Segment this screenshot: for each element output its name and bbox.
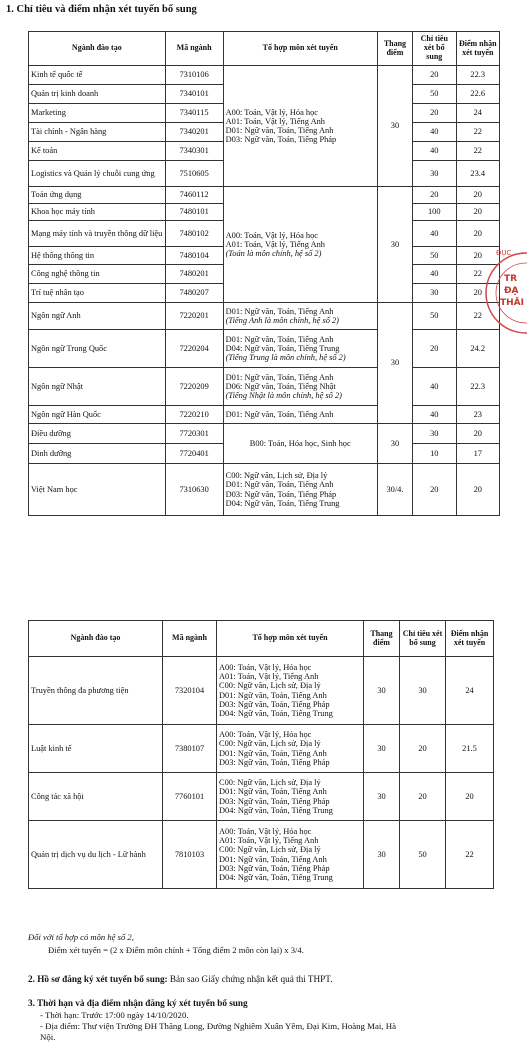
header-chitieu: Chỉ tiêu xét bổ sung <box>413 32 456 66</box>
major-name: Điều dưỡng <box>29 424 166 444</box>
quota-cell: 50 <box>413 303 456 330</box>
quota-cell: 30 <box>413 424 456 444</box>
document-page-2 <box>0 600 527 1060</box>
quota-cell: 20 <box>400 725 446 773</box>
scale-cell: 30 <box>364 657 400 725</box>
scale-cell: 30 <box>364 773 400 821</box>
major-name: Kế toán <box>29 142 166 161</box>
section-3-location-cont: Nội. <box>40 1032 56 1042</box>
major-code: 7480201 <box>165 265 223 284</box>
header-nganh: Ngành đào tạo <box>29 621 163 657</box>
score-cell: 20 <box>456 464 500 516</box>
combo-cell: D01: Ngữ văn, Toán, Tiếng Anh (Tiếng Anh là môn chính, hệ số 2) <box>223 303 377 330</box>
scale-cell: 30 <box>377 424 412 464</box>
table-row <box>29 424 500 444</box>
major-name: Luật kinh tế <box>29 725 163 773</box>
header-ma: Mã ngành <box>163 621 217 657</box>
score-cell: 22.6 <box>456 85 500 104</box>
combo-cell: A00: Toán, Vật lý, Hóa học A01: Toán, Vật lý, Tiếng Anh C00: Ngữ văn, Lịch sử, Địa lý D01: Ngữ văn, Toán, Tiếng Anh D03: Ngữ văn, Toán, Tiếng Pháp D04: Ngữ văn, Toán, Tiếng Trung <box>217 657 364 725</box>
major-code: 7220204 <box>165 330 223 368</box>
combo-cell: D01: Ngữ văn, Toán, Tiếng Anh D04: Ngữ văn, Toán, Tiếng Trung (Tiếng Trung là môn chính, hệ số 2) <box>223 330 377 368</box>
note-line-2: Điểm xét tuyển = (2 x Điểm môn chính + Tổng điểm 2 môn còn lại) x 3/4. <box>48 945 304 955</box>
score-cell: 22.3 <box>456 368 500 406</box>
major-name: Ngôn ngữ Anh <box>29 303 166 330</box>
score-cell: 21.5 <box>446 725 494 773</box>
stamp-text-2: ĐẠ <box>504 286 519 296</box>
header-thang: Thang điểm <box>377 32 412 66</box>
major-name: Ngôn ngữ Hàn Quốc <box>29 406 166 424</box>
score-cell: 22 <box>456 142 500 161</box>
section-3-title <box>28 998 248 1008</box>
combo-cell: B00: Toán, Hóa học, Sinh học <box>223 424 377 464</box>
major-code: 7810103 <box>163 821 217 889</box>
score-cell: 22 <box>456 265 500 284</box>
header-ma: Mã ngành <box>165 32 223 66</box>
quota-cell: 20 <box>413 66 456 85</box>
score-cell: 24 <box>446 657 494 725</box>
combo-cell: A00: Toán, Vật lý, Hóa học A01: Toán, Vật lý, Tiếng Anh (Toán là môn chính, hệ số 2) <box>223 187 377 303</box>
major-name: Trí tuệ nhân tạo <box>29 284 166 303</box>
scale-cell: 30 <box>377 66 412 187</box>
score-cell: 23.4 <box>456 161 500 187</box>
note-line-1: Đối với tổ hợp có môn hệ số 2, <box>28 932 134 942</box>
stamp-ring-text: ĐỤC <box>496 249 512 257</box>
major-name: Logistics và Quản lý chuỗi cung ứng <box>29 161 166 187</box>
major-code: 7310106 <box>165 66 223 85</box>
score-cell: 20 <box>456 424 500 444</box>
scale-cell: 30 <box>377 303 412 424</box>
table-row <box>29 406 500 424</box>
school-seal-stamp <box>480 233 527 353</box>
table-row <box>29 725 494 773</box>
score-cell: 20 <box>456 187 500 204</box>
table-header-row <box>29 621 494 657</box>
combo-cell: A00: Toán, Vật lý, Hóa học A01: Toán, Vật lý, Tiếng Anh C00: Ngữ văn, Lịch sử, Địa lý D01: Ngữ văn, Toán, Tiếng Anh D03: Ngữ văn, Toán, Tiếng Pháp D04: Ngữ văn, Toán, Tiếng Trung <box>217 821 364 889</box>
section-3-location: - Địa điểm: Thư viện Trường ĐH Thăng Long, Đường Nghiêm Xuân Yêm, Đại Kim, Hoàng Mai, Hà <box>40 1021 396 1031</box>
score-cell: 20 <box>456 247 500 265</box>
major-name: Ngôn ngữ Nhật <box>29 368 166 406</box>
header-thang: Thang điểm <box>364 621 400 657</box>
major-code: 7480207 <box>165 284 223 303</box>
quota-cell: 100 <box>413 204 456 221</box>
quota-cell: 20 <box>400 773 446 821</box>
table-row <box>29 773 494 821</box>
score-cell: 17 <box>456 444 500 464</box>
major-name: Tài chính - Ngân hàng <box>29 123 166 142</box>
major-code: 7340301 <box>165 142 223 161</box>
table-row <box>29 330 500 368</box>
major-code: 7720301 <box>165 424 223 444</box>
major-name: Dinh dưỡng <box>29 444 166 464</box>
major-name: Quản trị dịch vụ du lịch - Lữ hành <box>29 821 163 889</box>
stamp-text-1: TR <box>504 274 518 284</box>
score-cell: 23 <box>456 406 500 424</box>
major-code: 7340115 <box>165 104 223 123</box>
combo-cell: A00: Toán, Vật lý, Hóa học A01: Toán, Vật lý, Tiếng Anh D01: Ngữ văn, Toán, Tiếng Anh D03: Ngữ văn, Toán, Tiếng Pháp <box>223 66 377 187</box>
quota-cell: 40 <box>413 406 456 424</box>
major-name: Mạng máy tính và truyền thông dữ liệu <box>29 221 166 247</box>
major-code: 7340101 <box>165 85 223 104</box>
major-name: Công nghệ thông tin <box>29 265 166 284</box>
section-1-title: 1. Chỉ tiêu và điểm nhận xét tuyển bổ sung <box>6 4 197 15</box>
section-2 <box>28 974 333 984</box>
quota-cell: 50 <box>400 821 446 889</box>
score-cell: 22.3 <box>456 66 500 85</box>
header-diem: Điểm nhận xét tuyển <box>446 621 494 657</box>
quota-cell: 30 <box>413 284 456 303</box>
quota-cell: 40 <box>413 368 456 406</box>
major-code: 7340201 <box>165 123 223 142</box>
stamp-text-3: THĂI <box>500 298 524 308</box>
table-row <box>29 464 500 516</box>
header-nganh: Ngành đào tạo <box>29 32 166 66</box>
score-cell: 20 <box>446 773 494 821</box>
quota-cell: 20 <box>413 464 456 516</box>
major-code: 7310630 <box>165 464 223 516</box>
score-cell: 20 <box>456 284 500 303</box>
major-name: Khoa học máy tính <box>29 204 166 221</box>
quota-cell: 50 <box>413 247 456 265</box>
major-code: 7480104 <box>165 247 223 265</box>
combo-cell: C00: Ngữ văn, Lịch sử, Địa lý D01: Ngữ văn, Toán, Tiếng Anh D03: Ngữ văn, Toán, Tiếng Pháp D04: Ngữ văn, Toán, Tiếng Trung <box>223 464 377 516</box>
section-3-deadline: - Thời hạn: Trước 17:00 ngày 14/10/2020. <box>40 1010 189 1020</box>
combo-cell: A00: Toán, Vật lý, Hóa học C00: Ngữ văn, Lịch sử, Địa lý D01: Ngữ văn, Toán, Tiếng Anh D03: Ngữ văn, Toán, Tiếng Pháp <box>217 725 364 773</box>
major-code: 7510605 <box>165 161 223 187</box>
quota-cell: 20 <box>413 104 456 123</box>
major-code: 7720401 <box>165 444 223 464</box>
table-row <box>29 368 500 406</box>
admission-table-1 <box>28 31 500 516</box>
section-2-label: 2. Hồ sơ đăng ký xét tuyển bổ sung: <box>28 974 168 984</box>
score-cell: 22 <box>456 303 500 330</box>
major-name: Công tác xã hội <box>29 773 163 821</box>
major-name: Ngôn ngữ Trung Quốc <box>29 330 166 368</box>
quota-cell: 30 <box>400 657 446 725</box>
quota-cell: 40 <box>413 123 456 142</box>
scale-cell: 30 <box>377 187 412 303</box>
quota-cell: 20 <box>413 187 456 204</box>
combo-cell: C00: Ngữ văn, Lịch sử, Địa lý D01: Ngữ văn, Toán, Tiếng Anh D03: Ngữ văn, Toán, Tiếng Pháp D04: Ngữ văn, Toán, Tiếng Trung <box>217 773 364 821</box>
scale-cell: 30 <box>364 725 400 773</box>
major-name: Quản trị kinh doanh <box>29 85 166 104</box>
header-diem: Điểm nhận xét tuyển <box>456 32 500 66</box>
score-cell: 22 <box>456 123 500 142</box>
table-row <box>29 657 494 725</box>
header-chitieu: Chỉ tiêu xét bổ sung <box>400 621 446 657</box>
combo-cell: D01: Ngữ văn, Toán, Tiếng Anh D06: Ngữ văn, Toán, Tiếng Nhật (Tiếng Nhật là môn chính, hệ số 2) <box>223 368 377 406</box>
section-3-label: 3. Thời hạn và địa điểm nhận đăng ký xét tuyển bổ sung <box>28 998 248 1008</box>
score-cell: 24.2 <box>456 330 500 368</box>
score-cell: 24 <box>456 104 500 123</box>
quota-cell: 20 <box>413 330 456 368</box>
major-code: 7480101 <box>165 204 223 221</box>
major-name: Hệ thống thông tin <box>29 247 166 265</box>
major-name: Marketing <box>29 104 166 123</box>
quota-cell: 40 <box>413 265 456 284</box>
major-code: 7220209 <box>165 368 223 406</box>
score-cell: 20 <box>456 204 500 221</box>
admission-table-2 <box>28 620 494 889</box>
table-row <box>29 66 500 85</box>
table-row <box>29 821 494 889</box>
quota-cell: 30 <box>413 161 456 187</box>
major-code: 7480102 <box>165 221 223 247</box>
header-tohop: Tổ hợp môn xét tuyển <box>217 621 364 657</box>
scale-cell: 30 <box>364 821 400 889</box>
section-2-text: Bản sao Giấy chứng nhận kết quả thi THPT. <box>167 974 333 984</box>
major-name: Toán ứng dụng <box>29 187 166 204</box>
major-code: 7220210 <box>165 406 223 424</box>
major-code: 7220201 <box>165 303 223 330</box>
header-tohop: Tổ hợp môn xét tuyển <box>223 32 377 66</box>
major-code: 7760101 <box>163 773 217 821</box>
major-code: 7380107 <box>163 725 217 773</box>
major-name: Việt Nam học <box>29 464 166 516</box>
major-name: Kinh tế quốc tế <box>29 66 166 85</box>
major-code: 7460112 <box>165 187 223 204</box>
major-name: Truyền thông đa phương tiện <box>29 657 163 725</box>
quota-cell: 50 <box>413 85 456 104</box>
quota-cell: 40 <box>413 142 456 161</box>
quota-cell: 40 <box>413 221 456 247</box>
score-cell: 22 <box>446 821 494 889</box>
table-row <box>29 187 500 204</box>
scale-cell: 30/4. <box>377 464 412 516</box>
table-header-row <box>29 32 500 66</box>
quota-cell: 10 <box>413 444 456 464</box>
table-row <box>29 303 500 330</box>
combo-cell: D01: Ngữ văn, Toán, Tiếng Anh <box>223 406 377 424</box>
score-cell: 20 <box>456 221 500 247</box>
major-code: 7320104 <box>163 657 217 725</box>
